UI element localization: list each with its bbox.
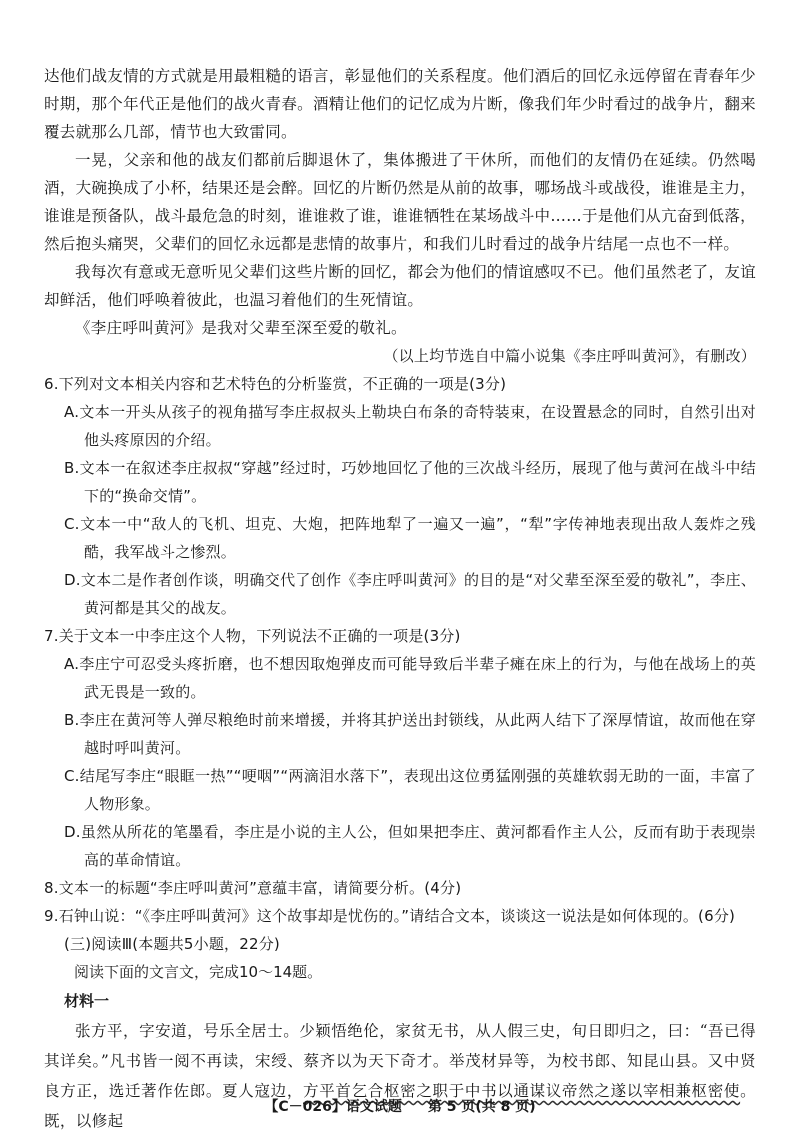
- passage-paragraph-1: 达他们战友情的方式就是用最粗糙的语言，彰显他们的关系程度。他们酒后的回忆永远停留在青春年少时期，那个年代正是他们的战火青春。酒精让他们的记忆成为片断，像我们年少时看过的战争片，翻来覆去就那么几部，情节也大致雷同。: [44, 67, 756, 141]
- reading-passage: [44, 62, 756, 370]
- wavy-underlined-sentence: 方平首乞合枢密之职于中书以通谋议帝然之遂以宰相兼枢密使: [303, 1082, 741, 1100]
- passage-paragraph-3: 我每次有意或无意听见父辈们这些片断的回忆，都会为他们的情谊感叹不已。他们虽然老了，友谊却鲜活，他们呼唤着彼此，也温习着他们的生死情谊。: [44, 263, 756, 309]
- question-7-option-d: D.虽然从所花的笔墨看，李庄是小说的主人公，但如果把李庄、黄河都看作主人公，反而有助于表现崇高的革命情谊。: [64, 823, 756, 869]
- question-9: 9.石钟山说：“《李庄呼叫黄河》这个故事却是忧伤的。”请结合文本，谈谈这一说法是如何体现的。(6分): [44, 907, 736, 925]
- question-7-option-a: A.李庄宁可忍受头疼折磨，也不想因取炮弹皮而可能导致后半辈子瘫在床上的行为，与他在战场上的英武无畏是一致的。: [64, 655, 756, 701]
- passage-source-note: （以上均节选自中篇小说集《李庄呼叫黄河》，有删改）: [383, 347, 756, 365]
- question-6-stem: 6.下列对文本相关内容和艺术特色的分析鉴赏，不正确的一项是(3分): [44, 375, 507, 393]
- section-3-instruction: 阅读下面的文言文，完成10～14题。: [74, 963, 323, 981]
- question-6-option-d: D.文本二是作者创作谈，明确交代了创作《李庄呼叫黄河》的目的是“对父辈至深至爱的敬礼”，李庄、黄河都是其父的战友。: [64, 571, 756, 617]
- question-7-option-b: B.李庄在黄河等人弹尽粮绝时前来增援，并将其护送出封锁线，从此两人结下了深厚情谊，故而他在穿越时呼叫黄河。: [64, 711, 756, 757]
- question-6: [44, 370, 756, 622]
- classical-text-part-2: 。既，以修起: [44, 1082, 756, 1130]
- question-8: 8.文本一的标题“李庄呼叫黄河”意蕴丰富，请简要分析。(4分): [44, 879, 462, 897]
- exam-code: 【C－026】语文试题: [264, 1099, 402, 1115]
- question-7: [44, 622, 756, 874]
- question-7-option-c: C.结尾写李庄“眼眶一热”“哽咽”“两滴泪水落下”，表现出这位勇猛刚强的英雄软弱无助的一面，丰富了人物形象。: [64, 767, 756, 813]
- material-one-label: 材料一: [64, 992, 110, 1010]
- passage-paragraph-4: 《李庄呼叫黄河》是我对父辈至深至爱的敬礼。: [75, 319, 407, 337]
- page-number: 第 5 页(共 8 页): [427, 1099, 536, 1115]
- passage-paragraph-2: 一晃，父亲和他的战友们都前后脚退休了，集体搬进了干休所，而他们的友情仍在延续。仍然喝酒，大碗换成了小杯，结果还是会醉。回忆的片断仍然是从前的故事，哪场战斗或战役，谁谁是主力，谁谁是预备队，战斗最危急的时刻，谁谁救了谁，谁谁牺牲在某场战斗中……于是他们从亢奋到低落，然后抱头痛哭，父辈们的回忆永远都是悲情的故事片，和我们儿时看过的战争片结尾一点也不一样。: [44, 151, 756, 253]
- question-7-stem: 7.关于文本一中李庄这个人物，下列说法不正确的一项是(3分): [44, 627, 461, 645]
- question-6-option-b: B.文本一在叙述李庄叔叔“穿越”经过时，巧妙地回忆了他的三次战斗经历，展现了他与黄河在战斗中结下的“换命交情”。: [64, 459, 756, 505]
- classical-text-part-1: 张方平，字安道，号乐全居士。少颖悟绝伦，家贫无书，从人假三史，旬日即归之，曰：“吾已得其详矣。”凡书皆一阅不再读，宋绶、蔡齐以为天下奇才。举茂材异等，为校书郎、知昆山县。又中贤良方正，选迁著作佐郎。夏人寇边，: [44, 1022, 756, 1100]
- classical-text: [44, 1016, 756, 1136]
- section-3-heading: (三)阅读Ⅲ(本题共5小题，22分): [64, 935, 280, 953]
- question-6-option-a: A.文本一开头从孩子的视角描写李庄叔叔头上勒块白布条的奇特装束，在设置悬念的同时，自然引出对他头疼原因的介绍。: [64, 403, 756, 449]
- page-footer: [0, 1096, 800, 1116]
- question-6-option-c: C.文本一中“敌人的飞机、坦克、大炮，把阵地犁了一遍又一遍”，“犁”字传神地表现出敌人轰炸之残酷，我军战斗之惨烈。: [64, 515, 756, 561]
